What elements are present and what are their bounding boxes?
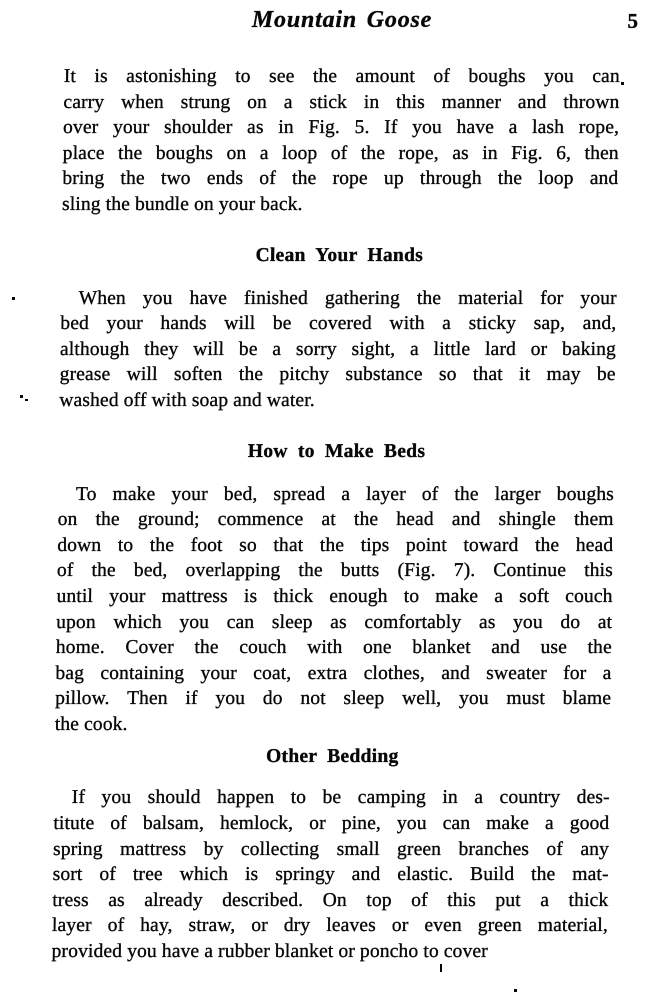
text-line: until your mattress is thick enough to make a soft couch: [56, 585, 613, 607]
text-line: the cook.: [54, 713, 128, 735]
text-line: bag containing your coat, extra clothes, and sweater for a: [55, 662, 612, 684]
text-line: over your shoulder as in Fig. 5. If you have a lash rope,: [62, 117, 620, 139]
scan-speck: [20, 395, 23, 398]
text-line: When you have finished gathering the material for your: [78, 287, 617, 309]
text-line: tress as already described. On top of this put a thick: [52, 889, 609, 911]
text-line: although they will be a sorry sight, a little lard or baking: [59, 338, 617, 360]
text-line: layer of hay, straw, or dry leaves or even green material,: [51, 915, 609, 937]
page-number: 5: [627, 9, 638, 33]
text-line: If you should happen to be camping in a country des-: [71, 787, 610, 809]
running-title: Mountain Goose: [251, 7, 433, 33]
text-line: titute of balsam, hemlock, or pine, you can make a good: [53, 813, 610, 835]
paragraph: [59, 286, 617, 414]
running-header: [64, 5, 638, 37]
scan-speck: [621, 82, 624, 85]
text-line: upon which you can sleep as comfortably as you do at: [56, 611, 613, 633]
text-line: grease will soften the pitchy substance so that it may be: [59, 364, 616, 386]
paragraph: [55, 482, 615, 738]
scan-speck: [25, 399, 28, 401]
text-line: pillow. Then if you do not sleep well, you must blame: [54, 688, 612, 710]
text-line: sort of tree which is springy and elastic. Build the mat-: [52, 864, 609, 886]
section-heading: Clean Your Hands: [255, 244, 424, 266]
text-line: bed your hands will be covered with a sticky sap, and,: [60, 313, 617, 335]
section-heading: Other Bedding: [265, 746, 399, 768]
text-line: provided you have a rubber blanket or poncho to cover: [51, 941, 489, 963]
paragraph: [62, 64, 620, 218]
text-line: To make your bed, spread a layer of the larger boughs: [75, 483, 615, 505]
text-line: washed off with soap and water.: [59, 389, 316, 411]
text-line: It is astonishing to see the amount of boughs you can: [63, 66, 620, 87]
scan-speck: [12, 297, 15, 300]
text-line: of the bed, overlapping the butts (Fig. 7). Continue this: [56, 560, 614, 582]
page-body: [51, 64, 620, 965]
scan-speck: [514, 989, 517, 992]
text-line: carry when strung on a stick in this manner and thrown: [63, 91, 620, 113]
text-line: on the ground; commence at the head and shingle them: [57, 509, 614, 531]
text-line: home. Cover the couch with one blanket and use the: [55, 637, 612, 659]
text-line: bring the two ends of the rope up through the loop and: [62, 168, 619, 190]
scan-speck: [440, 964, 442, 972]
paragraph: [51, 785, 610, 964]
text-line: down to the foot so that the tips point toward the head: [57, 534, 614, 556]
text-line: spring mattress by collecting small green branches of any: [52, 838, 610, 860]
text-line: place the boughs on a loop of the rope, as in Fig. 6, then: [62, 142, 619, 164]
section-heading: How to Make Beds: [247, 440, 426, 462]
text-line: sling the bundle on your back.: [61, 193, 303, 215]
